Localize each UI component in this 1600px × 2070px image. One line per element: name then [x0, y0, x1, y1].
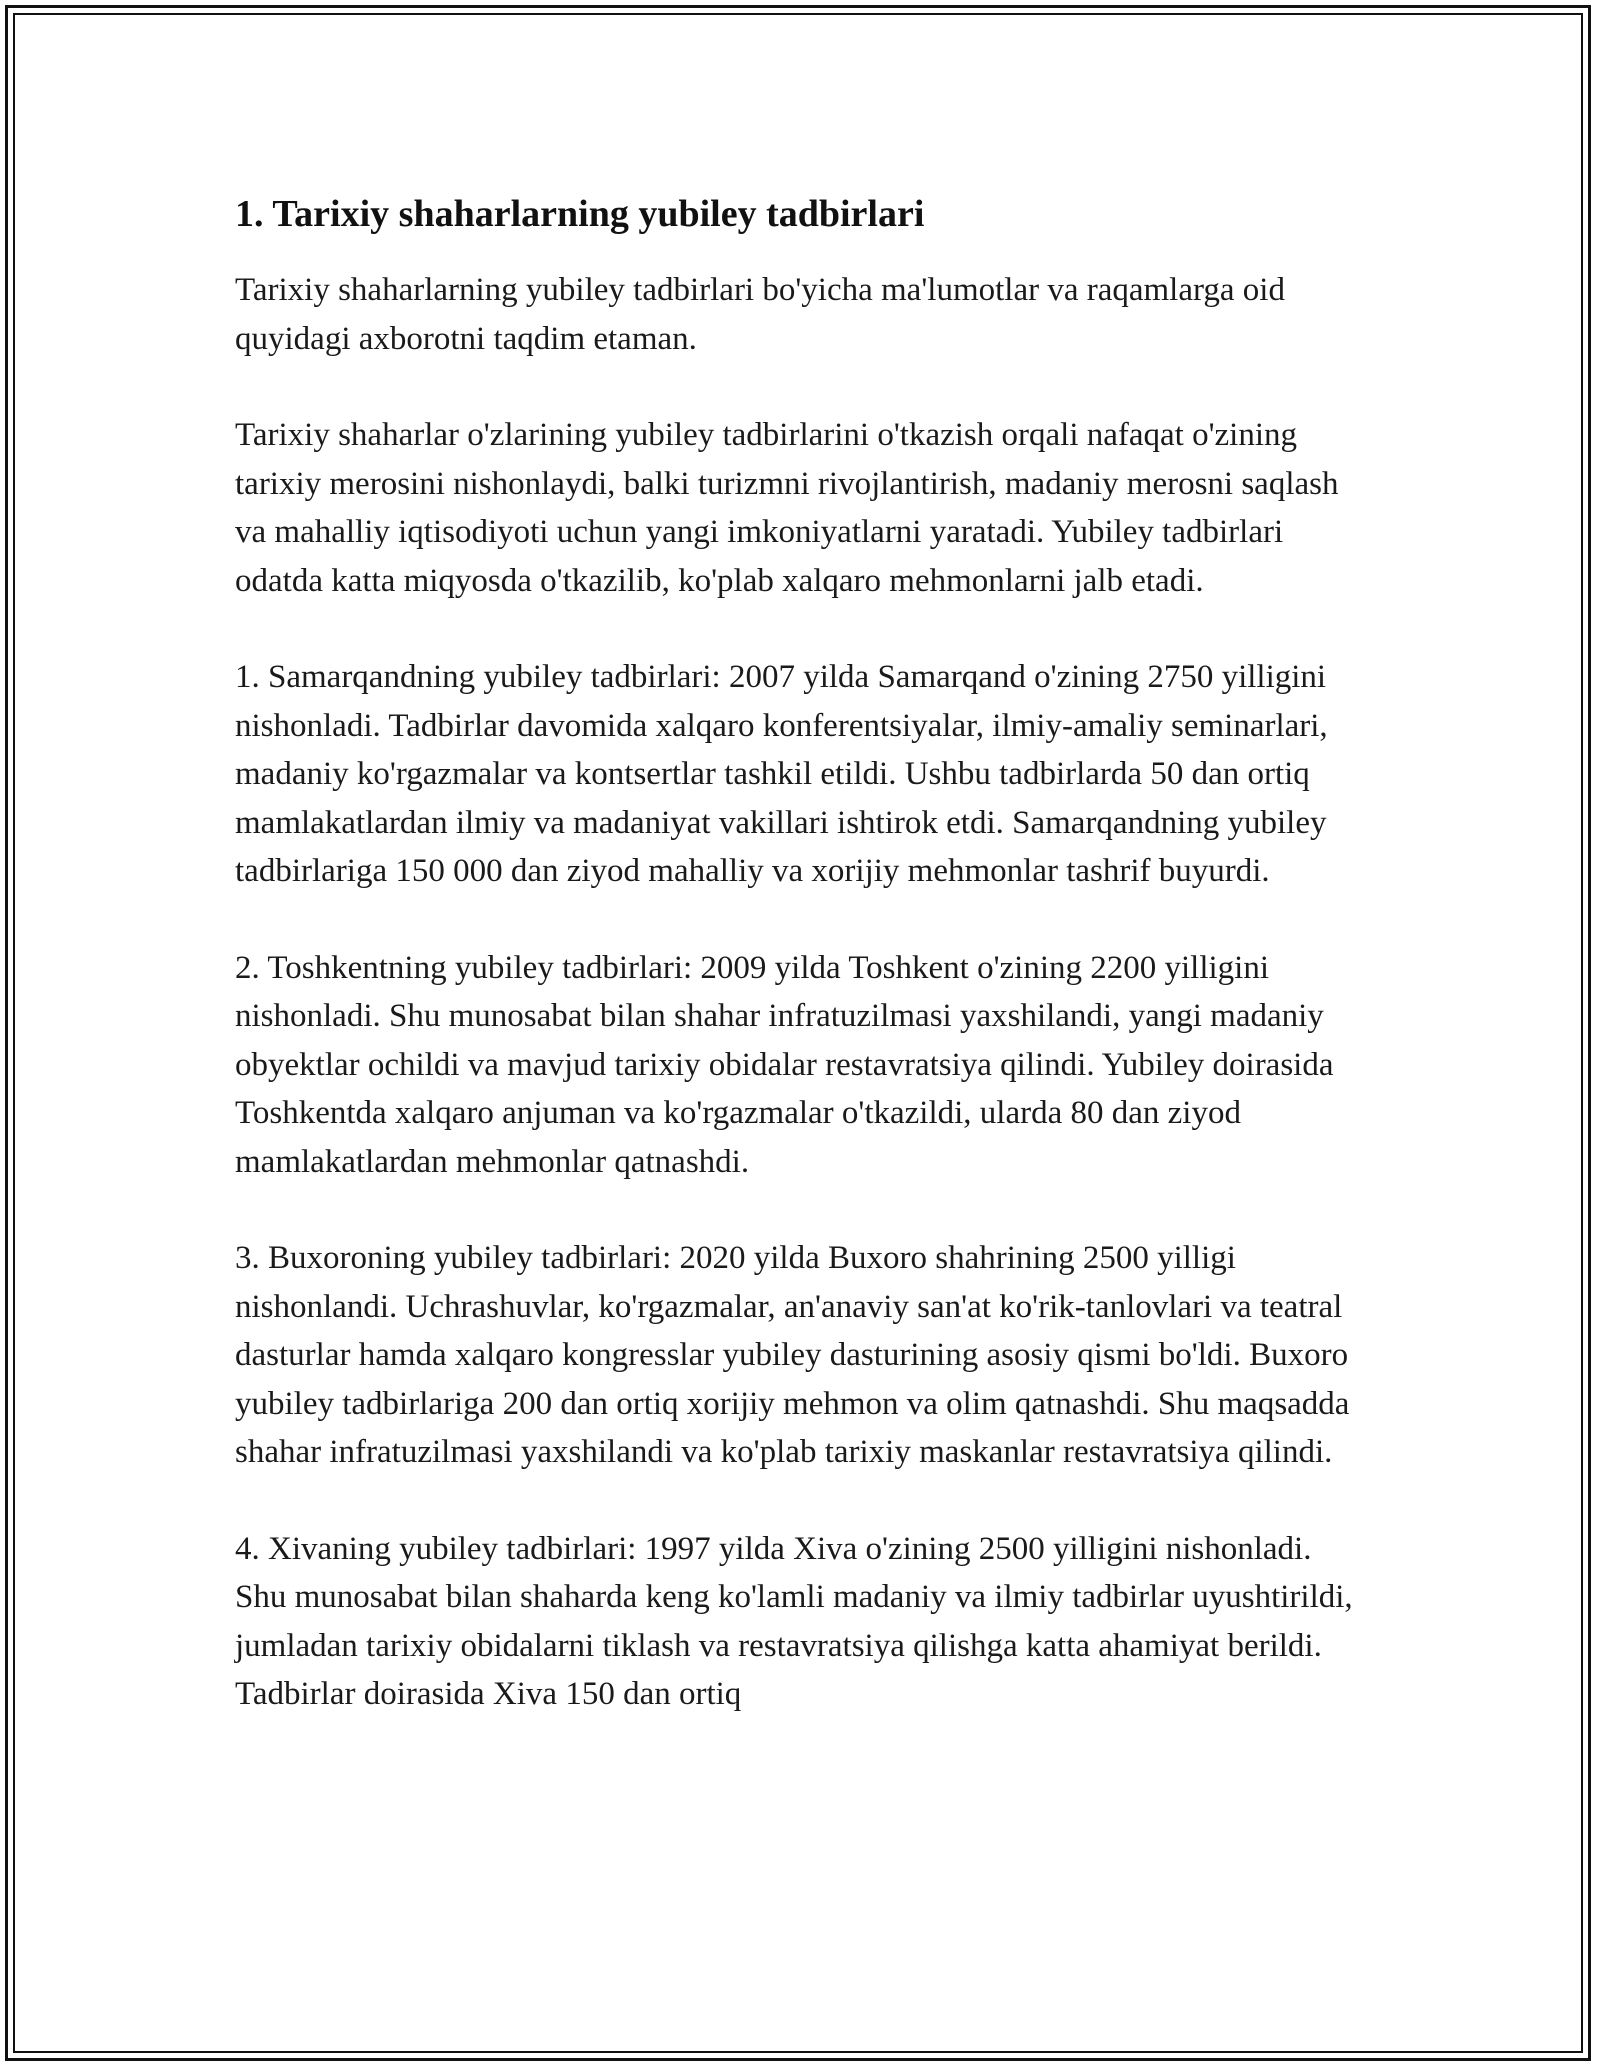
document-body: [235, 188, 1365, 1767]
tashkent-paragraph: 2. Toshkentning yubiley tadbirlari: 2009 yilda Toshkent o'zining 2200 yilligini nishonladi. Shu munosabat bilan shahar infratuzilmasi yaxshilandi, yangi madaniy obyektlar ochildi va mavjud tarixiy obidalar restavratsiya qilindi. Yubiley doirasida Toshkentda xalqaro anjuman va ko'rgazmalar o'tkazildi, ularda 80 dan ziyod mamlakatlardan mehmonlar qatnashdi.: [235, 949, 1334, 1180]
khiva-paragraph: 4. Xivaning yubiley tadbirlari: 1997 yilda Xiva o'zining 2500 yilligini nishonladi. Shu munosabat bilan shaharda keng ko'lamli madaniy va ilmiy tadbirlar uyushtirildi, jumladan tarixiy obidalarni tiklash va restavratsiya qilishga katta ahamiyat berildi. Tadbirlar doirasida Xiva 150 dan ortiq: [235, 1530, 1353, 1712]
overview-paragraph: Tarixiy shaharlar o'zlarining yubiley tadbirlarini o'tkazish orqali nafaqat o'zining tarixiy merosini nishonlaydi, balki turizmni rivojlantirish, madaniy merosni saqlash va mahalliy iqtisodiyoti uchun yangi imkoniyatlarni yaratadi. Yubiley tadbirlari odatda katta miqyosda o'tkazilib, ko'plab xalqaro mehmonlarni jalb etadi.: [235, 417, 1339, 599]
bukhara-paragraph: 3. Buxoroning yubiley tadbirlari: 2020 yilda Buxoro shahrining 2500 yilligi nishonlandi. Uchrashuvlar, ko'rgazmalar, an'anaviy san'at ko'rik-tanlovlari va teatral dasturlar hamda xalqaro kongresslar yubiley dasturining asosiy qismi bo'ldi. Buxoro yubiley tadbirlariga 200 dan ortiq xorijiy mehmon va olim qatnashdi. Shu maqsadda shahar infratuzilmasi yaxshilandi va ko'plab tarixiy maskanlar restavratsiya qilindi.: [235, 1240, 1350, 1470]
section-heading: 1. Tarixiy shaharlarning yubiley tadbirlari: [235, 193, 925, 235]
samarkand-paragraph: 1. Samarqandning yubiley tadbirlari: 2007 yilda Samarqand o'zining 2750 yilligini nishonladi. Tadbirlar davomida xalqaro konferentsiyalar, ilmiy-amaliy seminarlari, madaniy ko'rgazmalar va kontsertlar tashkil etildi. Ushbu tadbirlarda 50 dan ortiq mamlakatlardan ilmiy va madaniyat vakillari ishtirok etdi. Samarqandning yubiley tadbirlariga 150 000 dan ziyod mahalliy va xorijiy mehmonlar tashrif buyurdi.: [235, 659, 1328, 889]
intro-paragraph: Tarixiy shaharlarning yubiley tadbirlari bo'yicha ma'lumotlar va raqamlarga oid quyidagi axborotni taqdim etaman.: [235, 272, 1285, 357]
